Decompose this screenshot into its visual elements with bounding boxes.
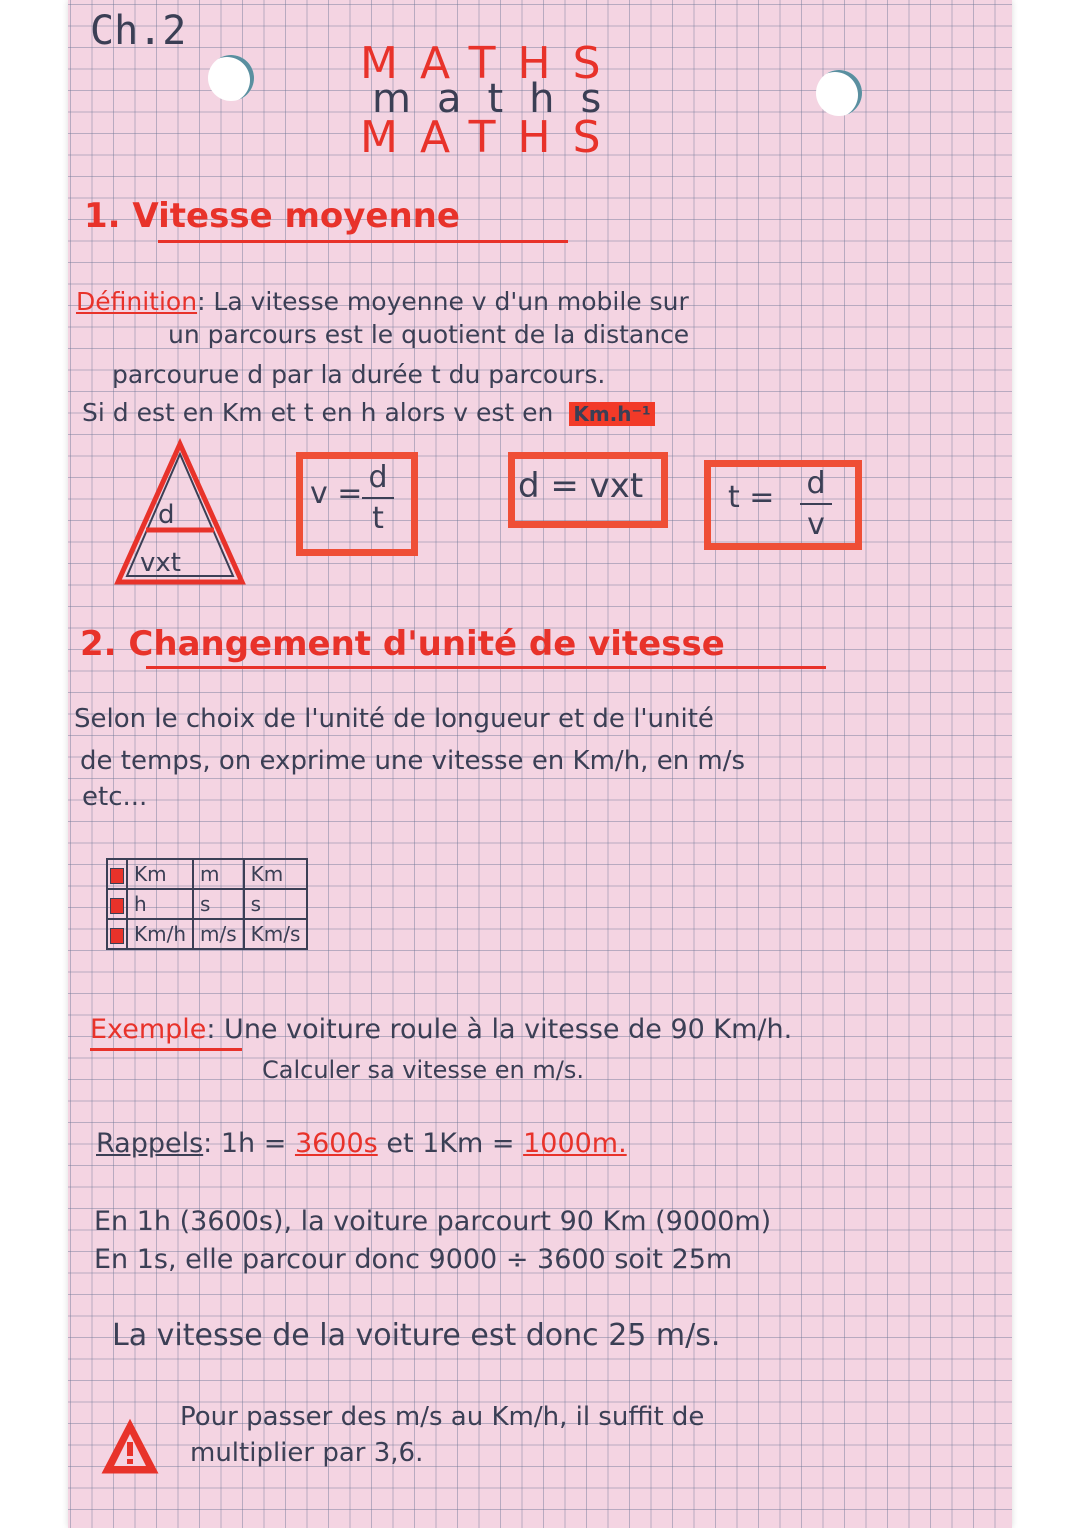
units-sentence-text: Si d est en Km et t en h alors v est en xyxy=(82,398,554,427)
table-cell: Km xyxy=(244,859,308,889)
section2-text-line3: etc... xyxy=(82,782,148,812)
chapter-label: Ch.2 xyxy=(90,8,187,54)
formula-t-denominator: v xyxy=(807,507,825,542)
formula-v-fraction xyxy=(362,460,394,536)
title-bottom-red: MATHS xyxy=(360,112,623,163)
table-row xyxy=(107,859,307,889)
formula-t-numerator: d xyxy=(806,466,826,501)
example-step1: En 1h (3600s), la voiture parcourt 90 Km (9000m) xyxy=(94,1206,772,1237)
formula-t-left: t = xyxy=(728,480,775,515)
table-row xyxy=(107,919,307,949)
warning-line2: multiplier par 3,6. xyxy=(190,1438,424,1468)
example-step2: En 1s, elle parcour donc 9000 ÷ 3600 soit 25m xyxy=(94,1244,733,1275)
example-line2: Calculer sa vitesse en m/s. xyxy=(262,1056,584,1084)
table-cell: s xyxy=(244,889,308,919)
example-conclusion: La vitesse de la voiture est donc 25 m/s. xyxy=(112,1318,721,1353)
binder-hole-left xyxy=(208,55,254,101)
table-cell: Km xyxy=(127,859,193,889)
table-cell: h xyxy=(127,889,193,919)
formula-d: d = vxt xyxy=(518,466,644,506)
triangle-bottom-label: vxt xyxy=(140,548,181,578)
example-label: Exemple xyxy=(90,1014,207,1045)
section2-heading: 2. Changement d'unité de vitesse xyxy=(80,624,725,664)
example-line1-wrap xyxy=(90,1014,792,1045)
example-label-underline xyxy=(90,1048,242,1051)
section2-text-line1: Selon le choix de l'unité de longueur et de l'unité xyxy=(74,704,714,734)
table-cell: s xyxy=(193,889,244,919)
rappels-label: Rappels xyxy=(96,1128,204,1159)
definition-paragraph xyxy=(76,282,1006,322)
warning-icon xyxy=(100,1418,160,1476)
row-marker-v xyxy=(107,919,127,949)
binder-hole-right xyxy=(816,70,862,116)
definition-label: Définition xyxy=(76,287,198,316)
title-middle-lowercase: maths xyxy=(372,76,628,122)
rappels-text1: : 1h = xyxy=(203,1128,287,1159)
formula-t-fraction xyxy=(800,466,832,542)
formula-v-numerator: d xyxy=(368,460,388,495)
section2-heading-underline xyxy=(146,666,826,669)
definition-line3: parcourue d par la durée t du parcours. xyxy=(112,360,606,389)
section1-heading: 1. Vitesse moyenne xyxy=(84,196,460,236)
definition-line1: : La vitesse moyenne v d'un mobile sur xyxy=(197,287,689,316)
rappels-line xyxy=(96,1128,627,1159)
units-highlight: Km.h⁻¹ xyxy=(569,402,655,426)
title-top-red: MATHS xyxy=(360,38,623,89)
table-cell: Km/h xyxy=(127,919,193,949)
rappels-3600: 3600s xyxy=(294,1128,378,1159)
table-row xyxy=(107,889,307,919)
rappels-text2: et 1Km = xyxy=(386,1128,515,1159)
table-cell: m/s xyxy=(193,919,244,949)
row-marker-t xyxy=(107,889,127,919)
formula-v-left: v = xyxy=(310,476,363,511)
section2-text-line2: de temps, on exprime une vitesse en Km/h, en m/s xyxy=(80,746,746,776)
example-line1: : Une voiture roule à la vitesse de 90 Km/h. xyxy=(206,1014,793,1045)
formula-v-denominator: t xyxy=(372,501,384,536)
warning-line1: Pour passer des m/s au Km/h, il suffit de xyxy=(180,1402,705,1432)
triangle-top-label: d xyxy=(158,500,175,530)
units-table xyxy=(106,858,308,950)
definition-line2: un parcours est le quotient de la distance xyxy=(168,320,690,349)
table-cell: m xyxy=(193,859,244,889)
section1-heading-underline xyxy=(158,240,568,243)
rappels-1000: 1000m. xyxy=(523,1128,627,1159)
row-marker-d xyxy=(107,859,127,889)
table-cell: Km/s xyxy=(244,919,308,949)
units-sentence xyxy=(82,398,655,427)
